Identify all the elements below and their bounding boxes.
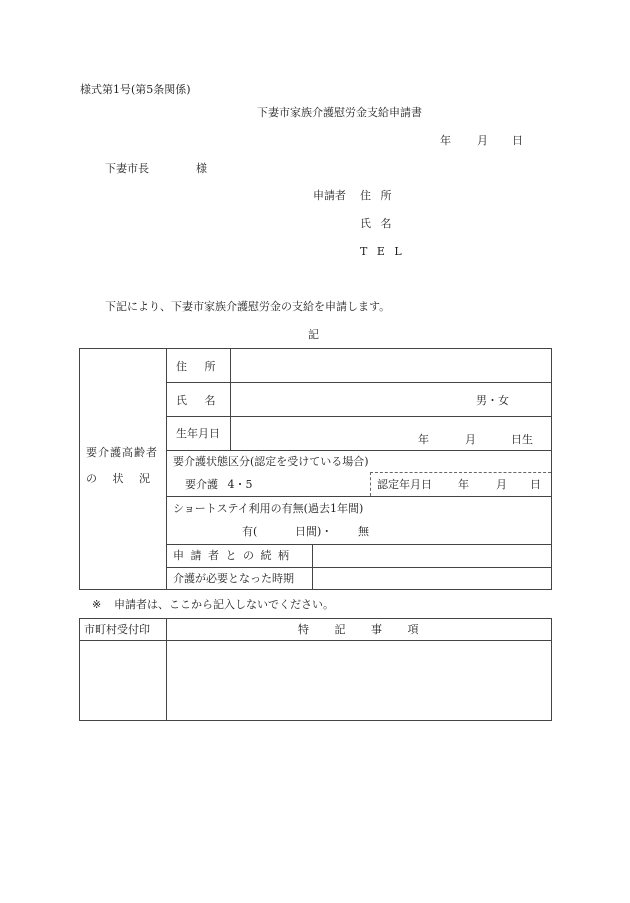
- application-statement: 下記により、下妻市家族介護慰労金の支給を申請します。: [105, 300, 391, 313]
- gender-options: 男・女: [476, 394, 509, 407]
- stamp-label: 市町村受付印: [84, 623, 150, 636]
- addressee-honorific: 様: [196, 162, 207, 175]
- elderly-section-label-2: の 状 況: [86, 472, 150, 485]
- applicant-name-label: 氏 名: [360, 217, 392, 230]
- applicant-label: 申請者: [313, 189, 346, 202]
- remarks-label: 特 記 事 項: [298, 623, 419, 636]
- care-level-label: 要介護状態区分(認定を受けている場合): [173, 455, 369, 468]
- shortstay-days: 日間)・: [295, 525, 333, 538]
- relationship-label: 申 請 者 と の 続 柄: [173, 549, 289, 562]
- document-title: 下妻市家族介護慰労金支給申請書: [257, 106, 422, 119]
- shortstay-label: ショートステイ利用の有無(過去1年間): [173, 502, 364, 515]
- elderly-section-label: 要介護高齢者: [86, 446, 158, 459]
- ki-mark: 記: [308, 328, 319, 341]
- form-number: 様式第1号(第5条関係): [80, 83, 191, 96]
- cert-date-label: 認定年月日: [377, 478, 432, 491]
- notice-text: 申請者は、ここから記入しないでください。: [114, 598, 334, 611]
- date-day-label: 日: [512, 134, 523, 147]
- cert-month-label: 月: [496, 478, 507, 491]
- elderly-address-label: 住 所: [176, 360, 216, 373]
- date-year-label: 年: [440, 134, 451, 147]
- cert-day-label: 日: [530, 478, 541, 491]
- birth-month-label: 月: [465, 433, 476, 446]
- birthdate-label: 生年月日: [176, 427, 220, 440]
- remarks-area[interactable]: [167, 641, 551, 720]
- birth-year-label: 年: [418, 433, 429, 446]
- notice-mark: ※: [92, 598, 102, 611]
- addressee-name: 下妻市長: [105, 162, 149, 175]
- birth-day-label: 日生: [511, 433, 533, 446]
- elderly-status-table: [79, 348, 552, 590]
- date-month-label: 月: [477, 134, 488, 147]
- shortstay-yes: 有(: [242, 525, 258, 538]
- care-needed-label: 介護が必要となった時期: [173, 572, 294, 585]
- care-level-value: 要介護 4・5: [185, 478, 253, 491]
- applicant-tel-label: T E L: [360, 245, 402, 258]
- stamp-area[interactable]: [80, 641, 165, 720]
- applicant-address-label: 住 所: [360, 189, 392, 202]
- elderly-name-label: 氏 名: [176, 394, 216, 407]
- shortstay-no: 無: [358, 525, 369, 538]
- cert-year-label: 年: [458, 478, 469, 491]
